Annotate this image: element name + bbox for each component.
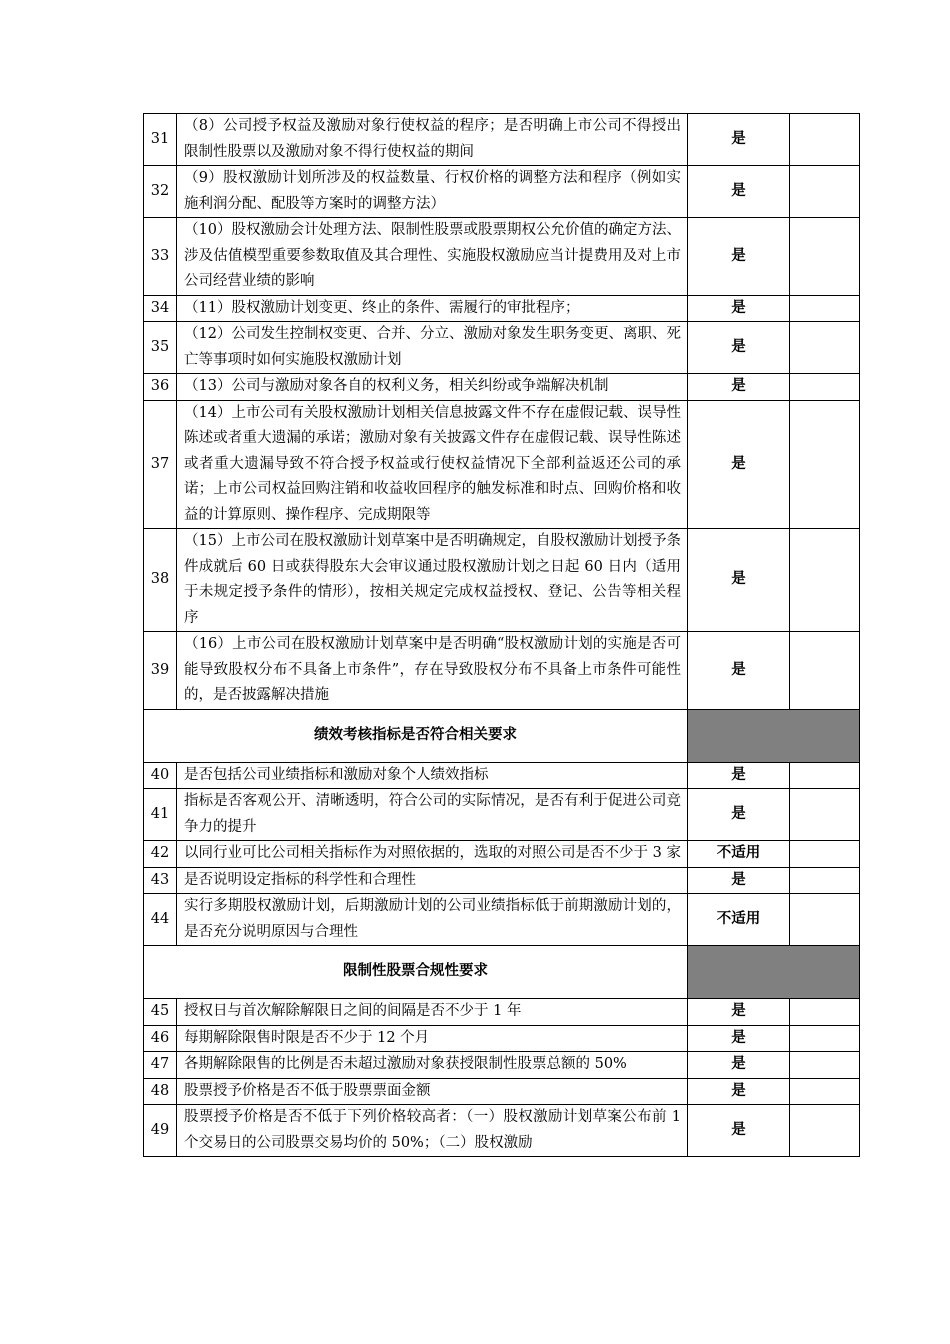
table-row — [144, 762, 860, 789]
item-number: 36 — [144, 374, 177, 401]
item-description: （15）上市公司在股权激励计划草案中是否明确规定，自股权激励计划授予条件成就后 60 日或获得股东大会审议通过股权激励计划之日起 60 日内（适用于未规定授予条件的情形），按相关规定完成权益授权、登记、公告等相关程序 — [177, 529, 688, 632]
item-description: 是否说明设定指标的科学性和合理性 — [177, 867, 688, 894]
item-result: 是 — [688, 400, 790, 529]
item-remark-cell — [790, 322, 860, 374]
section-title: 限制性股票合规性要求 — [144, 946, 688, 999]
item-result: 是 — [688, 166, 790, 218]
item-result: 不适用 — [688, 894, 790, 946]
item-remark-cell — [790, 632, 860, 710]
item-number: 38 — [144, 529, 177, 632]
table-row — [144, 867, 860, 894]
item-result: 是 — [688, 295, 790, 322]
item-description: （8）公司授予权益及激励对象行使权益的程序；是否明确上市公司不得授出限制性股票以及激励对象不得行使权益的期间 — [177, 114, 688, 166]
table-row — [144, 374, 860, 401]
item-description: （13）公司与激励对象各自的权利义务，相关纠纷或争端解决机制 — [177, 374, 688, 401]
item-result: 是 — [688, 999, 790, 1026]
item-description: （14）上市公司有关股权激励计划相关信息披露文件不存在虚假记载、误导性陈述或者重大遗漏的承诺；激励对象有关披露文件存在虚假记载、误导性陈述或者重大遗漏导致不符合授予权益或行使权益情况下全部利益返还公司的承诺；上市公司权益回购注销和收益收回程序的触发标准和时点、回购价格和收益的计算原则、操作程序、完成期限等 — [177, 400, 688, 529]
item-number: 31 — [144, 114, 177, 166]
item-description: 股票授予价格是否不低于股票票面金额 — [177, 1078, 688, 1105]
item-result: 是 — [688, 322, 790, 374]
section-header-row — [144, 709, 860, 762]
section-header-row — [144, 946, 860, 999]
item-remark-cell — [790, 867, 860, 894]
table-row — [144, 1078, 860, 1105]
table-row — [144, 166, 860, 218]
item-remark-cell — [790, 114, 860, 166]
item-number: 37 — [144, 400, 177, 529]
item-description: 每期解除限售时限是否不少于 12 个月 — [177, 1025, 688, 1052]
item-remark-cell — [790, 999, 860, 1026]
item-number: 34 — [144, 295, 177, 322]
item-description: 股票授予价格是否不低于下列价格较高者：（一）股权激励计划草案公布前 1 个交易日的公司股票交易均价的 50%；（二）股权激励 — [177, 1105, 688, 1157]
table-row — [144, 114, 860, 166]
item-number: 40 — [144, 762, 177, 789]
item-remark-cell — [790, 400, 860, 529]
checklist-table — [143, 113, 860, 1157]
item-description: 授权日与首次解除解限日之间的间隔是否不少于 1 年 — [177, 999, 688, 1026]
item-result: 不适用 — [688, 841, 790, 868]
table-row — [144, 1052, 860, 1079]
item-description: （10）股权激励会计处理方法、限制性股票或股票期权公允价值的确定方法、涉及估值模型重要参数取值及其合理性、实施股权激励应当计提费用及对上市公司经营业绩的影响 — [177, 218, 688, 296]
item-remark-cell — [790, 1025, 860, 1052]
item-result: 是 — [688, 632, 790, 710]
item-result: 是 — [688, 218, 790, 296]
item-number: 43 — [144, 867, 177, 894]
checklist-body — [144, 114, 860, 1157]
item-number: 35 — [144, 322, 177, 374]
item-remark-cell — [790, 218, 860, 296]
table-row — [144, 295, 860, 322]
table-row — [144, 789, 860, 841]
item-number: 39 — [144, 632, 177, 710]
section-shaded-cell — [688, 946, 860, 999]
item-description: 是否包括公司业绩指标和激励对象个人绩效指标 — [177, 762, 688, 789]
table-row — [144, 218, 860, 296]
item-remark-cell — [790, 841, 860, 868]
item-remark-cell — [790, 295, 860, 322]
item-description: 实行多期股权激励计划，后期激励计划的公司业绩指标低于前期激励计划的，是否充分说明原因与合理性 — [177, 894, 688, 946]
item-result: 是 — [688, 114, 790, 166]
item-result: 是 — [688, 789, 790, 841]
item-remark-cell — [790, 1105, 860, 1157]
item-description: 指标是否客观公开、清晰透明，符合公司的实际情况，是否有利于促进公司竞争力的提升 — [177, 789, 688, 841]
item-description: （16）上市公司在股权激励计划草案中是否明确“股权激励计划的实施是否可能导致股权分布不具备上市条件”，存在导致股权分布不具备上市条件可能性的，是否披露解决措施 — [177, 632, 688, 710]
item-description: （12）公司发生控制权变更、合并、分立、激励对象发生职务变更、离职、死亡等事项时如何实施股权激励计划 — [177, 322, 688, 374]
item-number: 33 — [144, 218, 177, 296]
item-result: 是 — [688, 762, 790, 789]
item-remark-cell — [790, 374, 860, 401]
item-remark-cell — [790, 894, 860, 946]
table-row — [144, 529, 860, 632]
item-result: 是 — [688, 1078, 790, 1105]
item-description: 各期解除限售的比例是否未超过激励对象获授限制性股票总额的 50% — [177, 1052, 688, 1079]
item-number: 41 — [144, 789, 177, 841]
table-row — [144, 841, 860, 868]
table-row — [144, 999, 860, 1026]
item-result: 是 — [688, 1025, 790, 1052]
item-description: （9）股权激励计划所涉及的权益数量、行权价格的调整方法和程序（例如实施利润分配、配股等方案时的调整方法） — [177, 166, 688, 218]
item-description: （11）股权激励计划变更、终止的条件、需履行的审批程序； — [177, 295, 688, 322]
table-row — [144, 400, 860, 529]
item-remark-cell — [790, 762, 860, 789]
table-row — [144, 894, 860, 946]
item-number: 32 — [144, 166, 177, 218]
table-row — [144, 1025, 860, 1052]
item-number: 45 — [144, 999, 177, 1026]
item-remark-cell — [790, 529, 860, 632]
item-result: 是 — [688, 1052, 790, 1079]
item-result: 是 — [688, 529, 790, 632]
table-row — [144, 632, 860, 710]
item-number: 42 — [144, 841, 177, 868]
item-result: 是 — [688, 374, 790, 401]
item-number: 44 — [144, 894, 177, 946]
item-remark-cell — [790, 789, 860, 841]
item-result: 是 — [688, 867, 790, 894]
item-remark-cell — [790, 1078, 860, 1105]
section-title: 绩效考核指标是否符合相关要求 — [144, 709, 688, 762]
item-number: 49 — [144, 1105, 177, 1157]
item-remark-cell — [790, 166, 860, 218]
item-number: 47 — [144, 1052, 177, 1079]
table-row — [144, 1105, 860, 1157]
item-number: 46 — [144, 1025, 177, 1052]
table-row — [144, 322, 860, 374]
item-number: 48 — [144, 1078, 177, 1105]
item-result: 是 — [688, 1105, 790, 1157]
item-remark-cell — [790, 1052, 860, 1079]
item-description: 以同行业可比公司相关指标作为对照依据的，选取的对照公司是否不少于 3 家 — [177, 841, 688, 868]
section-shaded-cell — [688, 709, 860, 762]
